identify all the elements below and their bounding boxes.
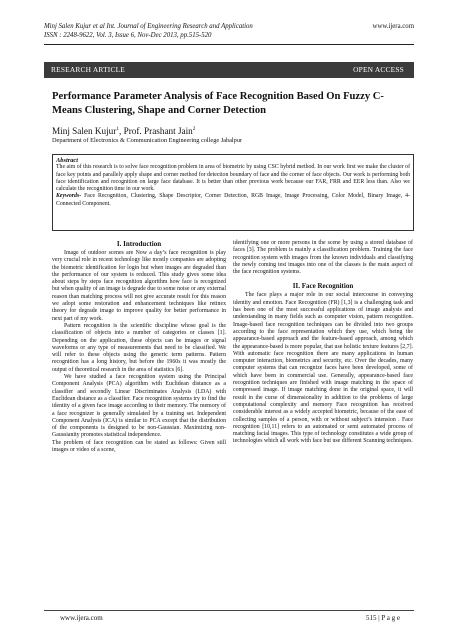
article-type-banner [44,62,414,78]
journal-line: Minj Salen Kujur et al Int. Journal of Engineering Research and Application [44,23,253,30]
page-number: 515 | P a g e [366,614,400,622]
section-heading-introduction: I. Introduction [116,240,162,248]
author-1-affil-mark: 1 [116,126,120,132]
footer-divider [44,610,414,611]
intro-paragraph: We have studied a face recognition system using the Principal Component Analysis (PCA) algorithm with Euclidean distance as a classifier and secondly Linear Discriminates Analysis (LDA) with Euclidean distance as a classifier. Face recognition systems try to find the identity of a given face image according to their memory. The memory of a face recognizer is generally simulated by a training set. Independent Component Analysis (ICA) is similar to PCA except that the distribution of the components is designed to be non-Gaussian. Maximizing non-Gaussianity promotes statistical independence. [52,374,226,439]
section-heading-face-recognition: II. Face Recognition [292,282,354,291]
research-article-label: RESEARCH ARTICLE [51,65,125,74]
abstract-box [52,154,414,231]
intro-paragraph: Image of outdoor scenes are Now a day’s face recognition is play very crucial role in recent technology like mostly companies are adopting the biometric identification for login but when images are degraded than the performance of our system is reduced. This study gives some idea about steps by steps face recognition algorithm how face is recognized but when quality of an image is degrade due to some noise or any external reason than matching process will not give accurate result for this reason we adopt some restoration and enhancement techniques like retinex theory for degrade image to improve quality for better performance in next part of my work. [52,250,226,322]
intro-continuation: identifying one or more persons in the scene by using a stored database of faces [3]. The problem is mainly a classification problem. Training the face recognition system with images from the known individuals and classifying the newly coming test images into one of the classes is the main aspect of the face recognition systems. [233,240,413,276]
footer-site-link[interactable]: www.ijera.com [60,614,103,622]
intro-paragraph: The problem of face recognition can be stated as follows: Given still images or video of a scene, [52,439,226,454]
abstract-heading: Abstract [56,157,79,164]
left-column [52,240,226,454]
keywords-label: Keywords- [56,193,82,200]
journal-site-link[interactable]: www.ijera.com [372,23,414,30]
author-line [52,124,195,137]
open-access-label: OPEN ACCESS [353,65,404,74]
abstract-body: The aim of this research is to solve face recognition problem in area of biometric by using CSC hybrid method. In our work first we make the cluster of face key points and parallely apply shape and corner method for detection boundary of face and the corner of face objects. Our work is performing both face identification and recognition on large face database. It is better than other previous work because our FAR, FRR and EER less than. Also we calculate the recognition time in our work. [56,164,410,193]
right-column [233,240,413,446]
issn-line: ISSN : 2248-9622, Vol. 3, Issue 6, Nov-Dec 2013, pp.515-520 [44,32,212,39]
affiliation: Department of Electronics & Communication Engineering college Jabalpur [52,137,243,144]
running-header [44,22,414,40]
author-2-affil-mark: 2 [192,126,196,132]
header-divider [44,44,414,45]
paper-title: Performance Parameter Analysis of Face Recognition Based On Fuzzy C-Means Clustering, Shape and Corner Detection [52,91,384,116]
intro-paragraph: Pattern recognition is the scientific discipline whose goal is the classification of objects into a number of categories or classes [1]. Depending on the application, these objects can be images or signal waveforms or any type of measurements that need to be classified. We will refer to these objects using the generic term patterns. Pattern recognition has a long history, but before the 1960s it was mostly the output of theoretical research in the area of statistics [6]. [52,322,226,373]
author-2: , Prof. Prashant Jain [119,126,193,137]
keywords-text: Face Recognition, Clustering, Shape Descriptor, Corner Detection, RGB Image, Image Processing, Color Model, Binary Image, 4-Connected Component. [56,193,410,207]
author-1: Minj Salen Kujur [52,126,117,137]
face-recognition-paragraph: The face plays a major role in our social intercourse in conveying identity and emotion. Face Recognition (FR) [1,3] is a challenging task and has been one of the most successful applications of image analysis and understanding in many fields such as computer vision, pattern recognition. Image-based face recognition techniques can be divided into two groups according to the face representation which they use, which being the appearance-based approach and the feature-based approach, among which the appearance-based is more popular, that use holistic texture features [2,7]. With automatic face recognition there are many applications in human computer interaction, biometrics and security, etc. Over the decades, many computer systems that can recognize faces have been developed, some of which have been in commercial use. Generally, appearance-based face recognition techniques are finished with image matching in the space of compressed image. If image matching done in the original space, it will result in the curse of dimensionality in addition to the problems of large computational complexity and memory Face recognition has received considerable interest as a widely accepted biometric, because of the ease of collecting samples of a person, with or without subject’s intension . Face recognition [10,11] refers to an automated or semi automated process of matching facial images. This type of technology constitutes a wide group of technologies which all work with face but use different Scanning techniques. [233,292,413,445]
